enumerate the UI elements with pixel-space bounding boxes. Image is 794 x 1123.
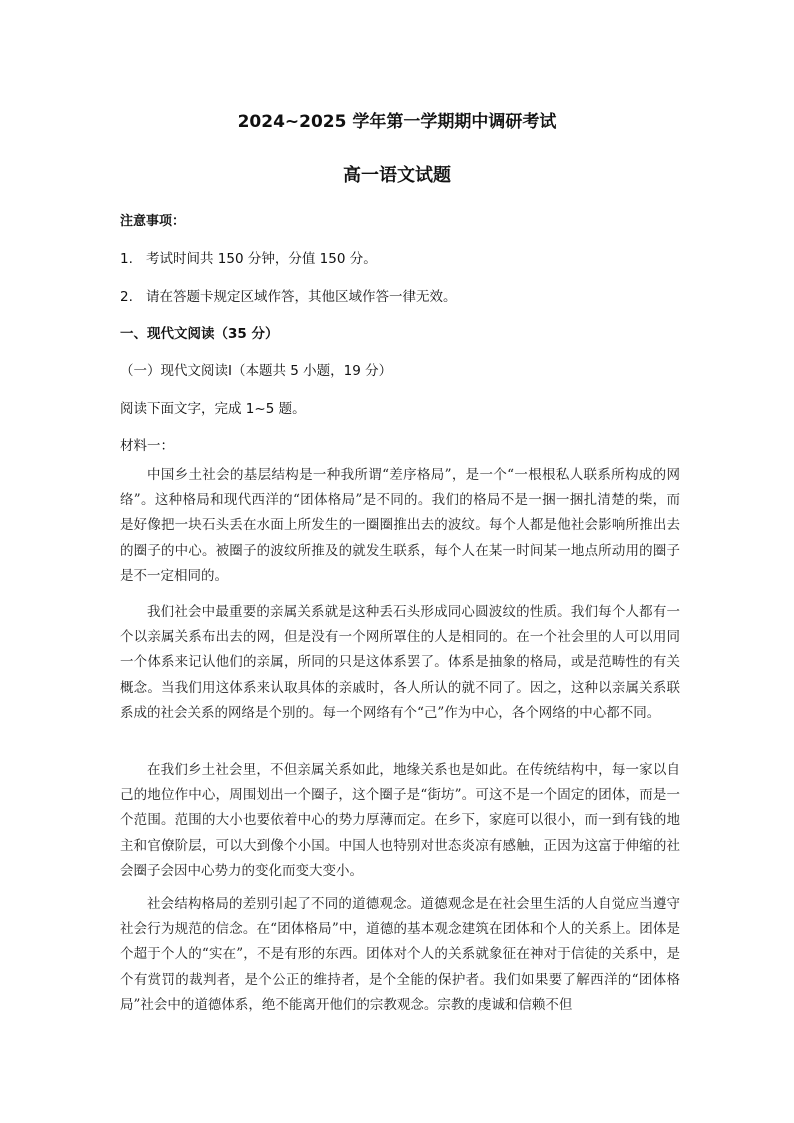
notice-item-text: 请在答题卡规定区域作答，其他区域作答一律无效。 bbox=[146, 289, 457, 305]
exam-subtitle: 高一语文试题 bbox=[343, 165, 451, 186]
notice-item-number: 1. bbox=[120, 251, 133, 267]
section-heading: 一、现代文阅读（35 分） bbox=[120, 326, 279, 342]
passage-paragraph bbox=[120, 892, 680, 1018]
passage-paragraph bbox=[120, 758, 680, 884]
reading-instruction: 阅读下面文字，完成 1~5 题。 bbox=[120, 401, 306, 417]
paragraph-text: 中国乡土社会的基层结构是一种我所谓“差序格局”，是一个“一根根私人联系所构成的网络”。这种格局和现代西洋的“团体格局”是不同的。我们的格局不是一捆一捆扎清楚的柴，而是好像把一块石头丢在水面上所发生的一圈圈推出去的波纹。每个人都是他社会影响所推出去的圈子的中心。被圈子的波纹所推及的就发生联系，每个人在某一时间某一地点所动用的圈子是不一定相同的。 bbox=[120, 467, 680, 584]
paragraph-text: 在我们乡土社会里，不但亲属关系如此，地缘关系也是如此。在传统结构中，每一家以自己的地位作中心，周围划出一个圈子，这个圈子是“街坊”。可这不是一个固定的团体，而是一个范围。范围的大小也要依着中心的势力厚薄而定。在乡下，家庭可以很小，而一到有钱的地主和官僚阶层，可以大到像个小国。中国人也特别对世态炎凉有感触，正因为这富于伸缩的社会圈子会因中心势力的变化而变大变小。 bbox=[120, 762, 680, 879]
section-subheading: （一）现代文阅读Ⅰ（本题共 5 小题，19 分） bbox=[120, 363, 393, 379]
notice-item-text: 考试时间共 150 分钟，分值 150 分。 bbox=[146, 251, 377, 267]
paragraph-text: 我们社会中最重要的亲属关系就是这种丢石头形成同心圆波纹的性质。我们每个人都有一个以亲属关系布出去的网，但是没有一个网所罩住的人是相同的。在一个社会里的人可以用同一个体系来记认他们的亲属，所同的只是这体系罢了。体系是抽象的格局，或是范畴性的有关概念。当我们用这体系来认取具体的亲戚时，各人所认的就不同了。因之，这种以亲属关系联系成的社会关系的网络是个别的。每一个网络有个“己”作为中心，各个网络的中心都不同。 bbox=[120, 604, 680, 721]
material-label: 材料一： bbox=[120, 438, 174, 454]
paragraph-text: 社会结构格局的差别引起了不同的道德观念。道德观念是在社会里生活的人自觉应当遵守社会行为规范的信念。在“团体格局”中，道德的基本观念建筑在团体和个人的关系上。团体是个超于个人的“实在”，不是有形的东西。团体对个人的关系就象征在神对于信徒的关系中，是个有赏罚的裁判者，是个公正的维持者，是个全能的保护者。我们如果要了解西洋的“团体格局”社会中的道德体系，绝不能离开他们的宗教观念。宗教的虔诚和信赖不但 bbox=[120, 896, 680, 1013]
exam-title: 2024~2025 学年第一学期期中调研考试 bbox=[237, 112, 557, 132]
notice-heading: 注意事项： bbox=[120, 214, 186, 229]
passage-paragraph bbox=[120, 600, 680, 726]
notice-item-number: 2. bbox=[120, 289, 133, 305]
passage-paragraph bbox=[120, 463, 680, 589]
notice-item bbox=[120, 285, 457, 305]
notice-item bbox=[120, 247, 377, 267]
